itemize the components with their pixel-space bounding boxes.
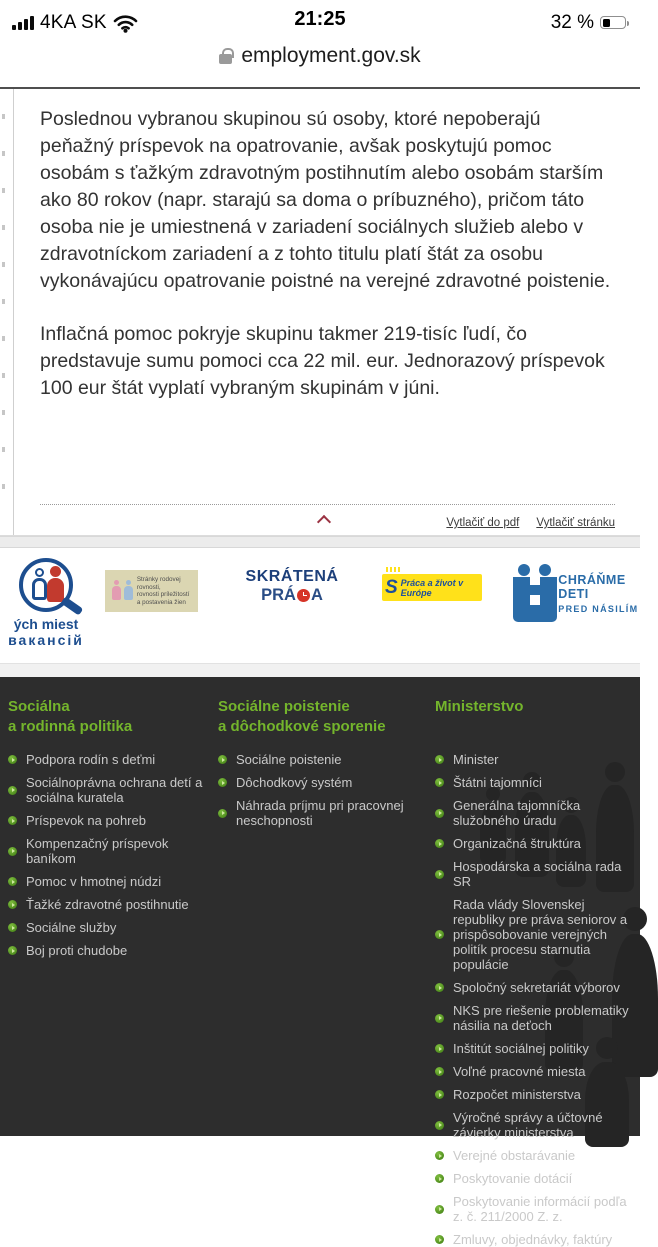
footer-link[interactable]: Sociálnoprávna ochrana detí a sociálna kuratela xyxy=(8,775,210,805)
bullet-icon xyxy=(435,1044,444,1053)
bullet-icon xyxy=(435,1174,444,1183)
lock-icon xyxy=(219,54,232,64)
print-links xyxy=(446,517,615,529)
bullet-icon xyxy=(218,809,227,818)
bullet-icon xyxy=(435,1067,444,1076)
logo3-text-line1: SKRÁTENÁ xyxy=(245,568,339,585)
footer-link[interactable]: Podpora rodín s deťmi xyxy=(8,752,210,767)
footer-link[interactable]: Organizačná štruktúra xyxy=(435,836,635,851)
bullet-icon xyxy=(8,877,17,886)
article-content xyxy=(0,87,640,536)
status-bar xyxy=(0,0,640,38)
logo4-dashes xyxy=(386,567,400,572)
footer-link[interactable]: Minister xyxy=(435,752,635,767)
castle-tower-icon xyxy=(513,564,548,622)
logo5-text: CHRÁŇME DETI PRED NÁSILÍM xyxy=(558,572,639,614)
footer-link[interactable]: Inštitút sociálnej politiky xyxy=(435,1041,635,1056)
footer-link[interactable]: Poskytovanie informácií podľa z. č. 211/2000 Z. z. xyxy=(435,1194,635,1224)
footer-link[interactable]: Sociálne poistenie xyxy=(218,752,430,767)
bullet-icon xyxy=(435,1205,444,1214)
status-left xyxy=(12,12,138,34)
footer-link[interactable]: Voľné pracovné miesta xyxy=(435,1064,635,1079)
bullet-icon xyxy=(435,1090,444,1099)
logo1-text-line2: вакансій xyxy=(8,632,84,648)
bullet-icon xyxy=(435,809,444,818)
footer-link[interactable]: Sociálne služby xyxy=(8,920,210,935)
footer-link[interactable]: Verejné obstarávanie xyxy=(435,1148,635,1163)
bullet-icon xyxy=(435,930,444,939)
bullet-icon xyxy=(8,755,17,764)
logo-skratena-praca[interactable] xyxy=(245,568,339,605)
battery-cap xyxy=(627,21,629,26)
bullet-icon xyxy=(435,778,444,787)
bullet-icon xyxy=(435,1121,444,1130)
bullet-icon xyxy=(435,839,444,848)
url-text: employment.gov.sk xyxy=(241,44,421,67)
battery-icon xyxy=(600,16,626,29)
logo3-text-line2: PRÁ A xyxy=(261,586,323,604)
footer-column-ministry xyxy=(435,697,635,1247)
status-right xyxy=(551,12,626,34)
article-paragraph-2: Inflačná pomoc pokryje skupinu takmer 219-tisíc ľudí, čo predstavuje sumu pomoci cca 22 mil. eur. Jednorazový príspevok 100 eur štát vyplatí vybraným skupinám v júni. xyxy=(40,323,605,399)
logo-rodova-rovnost[interactable] xyxy=(105,570,198,612)
carrier-label: 4KA SK xyxy=(40,11,107,33)
site-footer xyxy=(0,677,640,1247)
bullet-icon xyxy=(8,923,17,932)
footer-heading: Sociálne poistenie a dôchodkové sporenie xyxy=(218,698,386,735)
magnifier-people-icon xyxy=(19,558,73,612)
footer-link[interactable]: NKS pre riešenie problematiky násilia na deťoch xyxy=(435,1003,635,1033)
footer-link[interactable]: Príspevok na pohreb xyxy=(8,813,210,828)
footer-separator xyxy=(0,663,640,677)
bullet-icon xyxy=(218,755,227,764)
logo2-text: Stránky rodovej rovnosti, rovnosti príležitostí a postavenia žien xyxy=(136,576,190,606)
bullet-icon xyxy=(8,786,17,795)
footer-heading: Sociálna a rodinná politika xyxy=(8,698,133,735)
cellular-signal-icon xyxy=(12,16,34,34)
back-to-top-button[interactable] xyxy=(318,514,329,525)
footer-link[interactable]: Poskytovanie dotácií xyxy=(435,1171,635,1186)
footer-link[interactable]: Rozpočet ministerstva xyxy=(435,1087,635,1102)
bullet-icon xyxy=(435,1151,444,1160)
article-paragraph-1: Poslednou vybranou skupinou sú osoby, ktoré nepoberajú peňažný príspevok na opatrovanie, avšak poskytujú pomoc osobám s ťažkým zdravotným postihnutím alebo osobám starším ako 80 rokov (napr. starajú sa doma o príbuzného), pričom táto osoba nie je umiestnená v zariadení sociálnych služieb alebo v zdravotníckom zariadení a z tohto titulu platí štát za osobu vykonávajúcu opatrovanie poistné na verejné zdravotné poistenie. xyxy=(40,108,611,292)
clock-time: 21:25 xyxy=(294,8,346,30)
wifi-icon xyxy=(113,14,138,33)
footer-link[interactable]: Hospodárska a sociálna rada SR xyxy=(435,859,635,889)
bullet-icon xyxy=(8,816,17,825)
clock-icon xyxy=(297,589,310,602)
footer-column-social-family-policy xyxy=(8,697,210,1136)
footer-column-social-insurance xyxy=(218,697,430,1136)
logo1-text-line1: ých miest xyxy=(13,616,79,632)
page-edge-tick-marks xyxy=(2,114,5,500)
bullet-icon xyxy=(435,983,444,992)
footer-link[interactable]: Pomoc v hmotnej núdzi xyxy=(8,874,210,889)
dotted-divider xyxy=(40,504,615,505)
partner-logos-strip xyxy=(0,548,640,663)
logo4-text: Práca a život v Európe xyxy=(400,577,464,598)
footer-link[interactable]: Spoločný sekretariát výborov xyxy=(435,980,635,995)
male-figure-icon xyxy=(124,580,131,602)
footer-link[interactable]: Dôchodkový systém xyxy=(218,775,430,790)
logo4-s-mark: S xyxy=(384,576,398,598)
section-separator xyxy=(0,536,640,548)
logo-chranme-deti[interactable] xyxy=(513,564,640,622)
bullet-icon xyxy=(8,946,17,955)
logo-praca-a-zivot-v-europe[interactable] xyxy=(382,574,482,601)
footer-link[interactable]: Náhrada príjmu pri pracovnej neschopnosti xyxy=(218,798,430,828)
bullet-icon xyxy=(435,1014,444,1023)
print-page-link[interactable]: Vytlačiť stránku xyxy=(536,517,615,529)
footer-link[interactable]: Zmluvy, objednávky, faktúry xyxy=(435,1232,635,1247)
print-to-pdf-link[interactable]: Vytlačiť do pdf xyxy=(446,517,520,529)
bullet-icon xyxy=(218,778,227,787)
bullet-icon xyxy=(435,870,444,879)
battery-fill xyxy=(603,19,611,27)
footer-link[interactable]: Generálna tajomníčka služobného úradu xyxy=(435,798,635,828)
footer-link[interactable]: Štátni tajomníci xyxy=(435,775,635,790)
footer-link[interactable]: Kompenzačný príspevok baníkom xyxy=(8,836,210,866)
bullet-icon xyxy=(8,900,17,909)
content-left-border xyxy=(13,89,14,535)
bullet-icon xyxy=(435,755,444,764)
footer-link[interactable]: Rada vlády Slovenskej republiky pre práva seniorov a prispôsobovanie verejných politík procesu starnutia populácie xyxy=(435,897,635,972)
footer-link[interactable]: Boj proti chudobe xyxy=(8,943,210,958)
footer-link[interactable]: Ťažké zdravotné postihnutie xyxy=(8,897,210,912)
female-figure-icon xyxy=(112,580,119,602)
bullet-icon xyxy=(8,847,17,856)
footer-heading: Ministerstvo xyxy=(435,698,524,715)
footer-link[interactable]: Výročné správy a účtovné závierky ministerstva xyxy=(435,1110,635,1140)
browser-address-bar[interactable] xyxy=(0,38,640,74)
bullet-icon xyxy=(435,1235,444,1244)
battery-percent-label: 32 % xyxy=(550,11,594,33)
